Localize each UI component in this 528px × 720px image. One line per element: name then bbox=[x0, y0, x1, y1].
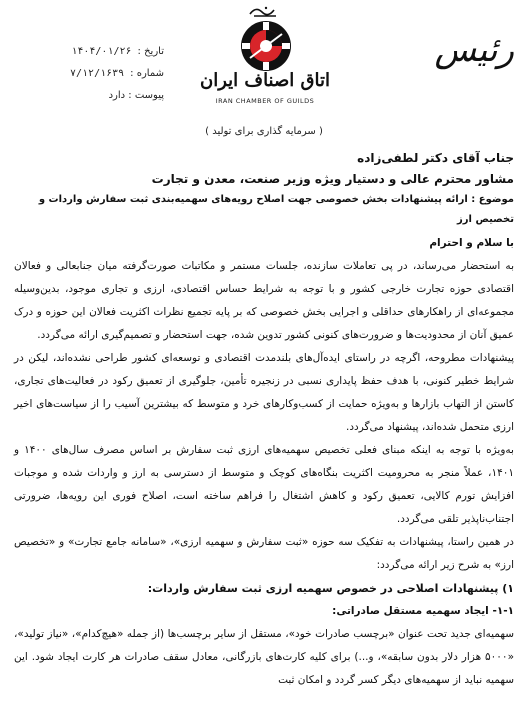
letter-body bbox=[14, 232, 514, 692]
number-row bbox=[14, 62, 164, 84]
paragraph-3: به‌ویژه با توجه به اینکه مبنای فعلی تخصیص سهمیه‌های ارزی ثبت سفارش بر اساس مصرف سال‌های ۱۴۰۰ و ۱۴۰۱، عملاً منجر به محرومیت اکثریت بنگاه‌های کوچک و متوسط از دسترسی به ارز و واردات شده و موجبات افزایش تورم کالایی، تعمیق رکود و کاهش اشتغال را فراهم ساخته است، اصلاح فوری این رویه‌ها، ضرورتی اجتناب‌ناپذیر تلقی می‌گردد. bbox=[14, 444, 514, 525]
chamber-logo bbox=[190, 4, 340, 114]
org-name-en: IRAN CHAMBER OF GUILDS bbox=[215, 97, 315, 105]
paragraph-4: در همین راستا، پیشنهادات به تفکیک سه حوزه «ثبت سفارش و سهمیه ارزی»، «سامانه جامع تجارت» و «تخصیص ارز» به شرح زیر ارائه می‌گردد: bbox=[14, 536, 514, 571]
number-value: ۷/۱۲/۱۶۳۹ bbox=[69, 67, 125, 79]
letter-meta bbox=[14, 40, 164, 106]
motto: ( سرمایه گذاری برای تولید ) bbox=[205, 126, 323, 137]
paragraph-2: پیشنهادات مطروحه، اگرچه در راستای ایده‌آل‌های بلندمدت اقتصادی و توسعه‌ای کشور طراحی نشده‌اند، لیکن در شرایط خطیر کنونی، با هدف حفظ پایداری نسبی در زنجیره تأمین، جلوگیری از تعمیق رکود در فعالیت‌های تجاری، کاستن از التهاب بازارها و به‌ویژه حمایت از کسب‌وکارهای خرد و متوسط که بیشترین آسیب را از سیاست‌های اخیر ارزی متحمل شده‌اند، پیشنهاد می‌گردد. bbox=[14, 352, 514, 433]
subsection-1-1-title: ۱-۱- ایجاد سهمیه مستقل صادراتی: bbox=[332, 605, 514, 617]
gear-emblem-icon bbox=[238, 18, 294, 74]
paragraph-5: سهمیه‌ای جدید تحت عنوان «برچسب صادرات خود»، مستقل از سایر برچسب‌ها (از جمله «هیچ‌کدام»، «نیاز تولید»، «۵۰۰۰ هزار دلار بدون سابقه»، و...) برای کلیه کارت‌های بازرگانی، معادل سقف صادرات هر کارت ایجاد شود. این سهمیه نباید از سهمیه‌های دیگر کسر گردد و امکان ثبت bbox=[14, 628, 514, 686]
attachment-label: پیوست : دارد bbox=[108, 89, 164, 101]
addressee-block bbox=[14, 148, 514, 230]
org-name-fa: اتاق اصناف ایران bbox=[199, 70, 331, 91]
attachment-row bbox=[14, 84, 164, 106]
date-row bbox=[14, 40, 164, 62]
chair-signature: رئیس bbox=[434, 30, 514, 70]
date-value: ۱۴۰۴/۰۱/۲۶ bbox=[71, 45, 132, 57]
letter-subject: موضوع : ارائه پیشنهادات بخش خصوصی جهت اصلاح رویه‌های سهمیه‌بندی ثبت سفارش واردات و تخصیص ارز bbox=[38, 194, 514, 225]
addressee-title: مشاور محترم عالی و دستیار ویژه وزیر صنعت، معدن و تجارت bbox=[151, 172, 514, 186]
greeting: با سلام و احترام bbox=[429, 237, 514, 249]
section-1-title: ۱) پیشنهادات اصلاحی در خصوص سهمیه ارزی ثبت سفارش واردات: bbox=[147, 582, 514, 595]
addressee-name: جناب آقای دکتر لطفی‌زاده bbox=[357, 151, 514, 165]
paragraph-1: به استحضار می‌رساند، در پی تعاملات سازنده، جلسات مستمر و مکاتبات صورت‌گرفته میان جنابعالی و فعالان اقتصادی حوزه تجارت خارجی کشور و با توجه به شرایط حساس اقتصادی، ارزی و تجاری موجود، بدین‌وسیله مجموعه‌ای از راهکارهای حداقلی و اجرایی بخش خصوصی که بر پایه تجمیع نظرات اکثریت فعالان این حوزه و درک عمیق آنان از محدودیت‌ها و ضرورت‌های کنونی کشور تدوین شده، جهت استحضار و تصمیم‌گیری ارائه می‌گردد. bbox=[14, 260, 514, 341]
date-label: تاریخ : bbox=[137, 45, 164, 57]
number-label: شماره : bbox=[130, 67, 164, 79]
calligraphy-mark-icon bbox=[248, 4, 280, 18]
